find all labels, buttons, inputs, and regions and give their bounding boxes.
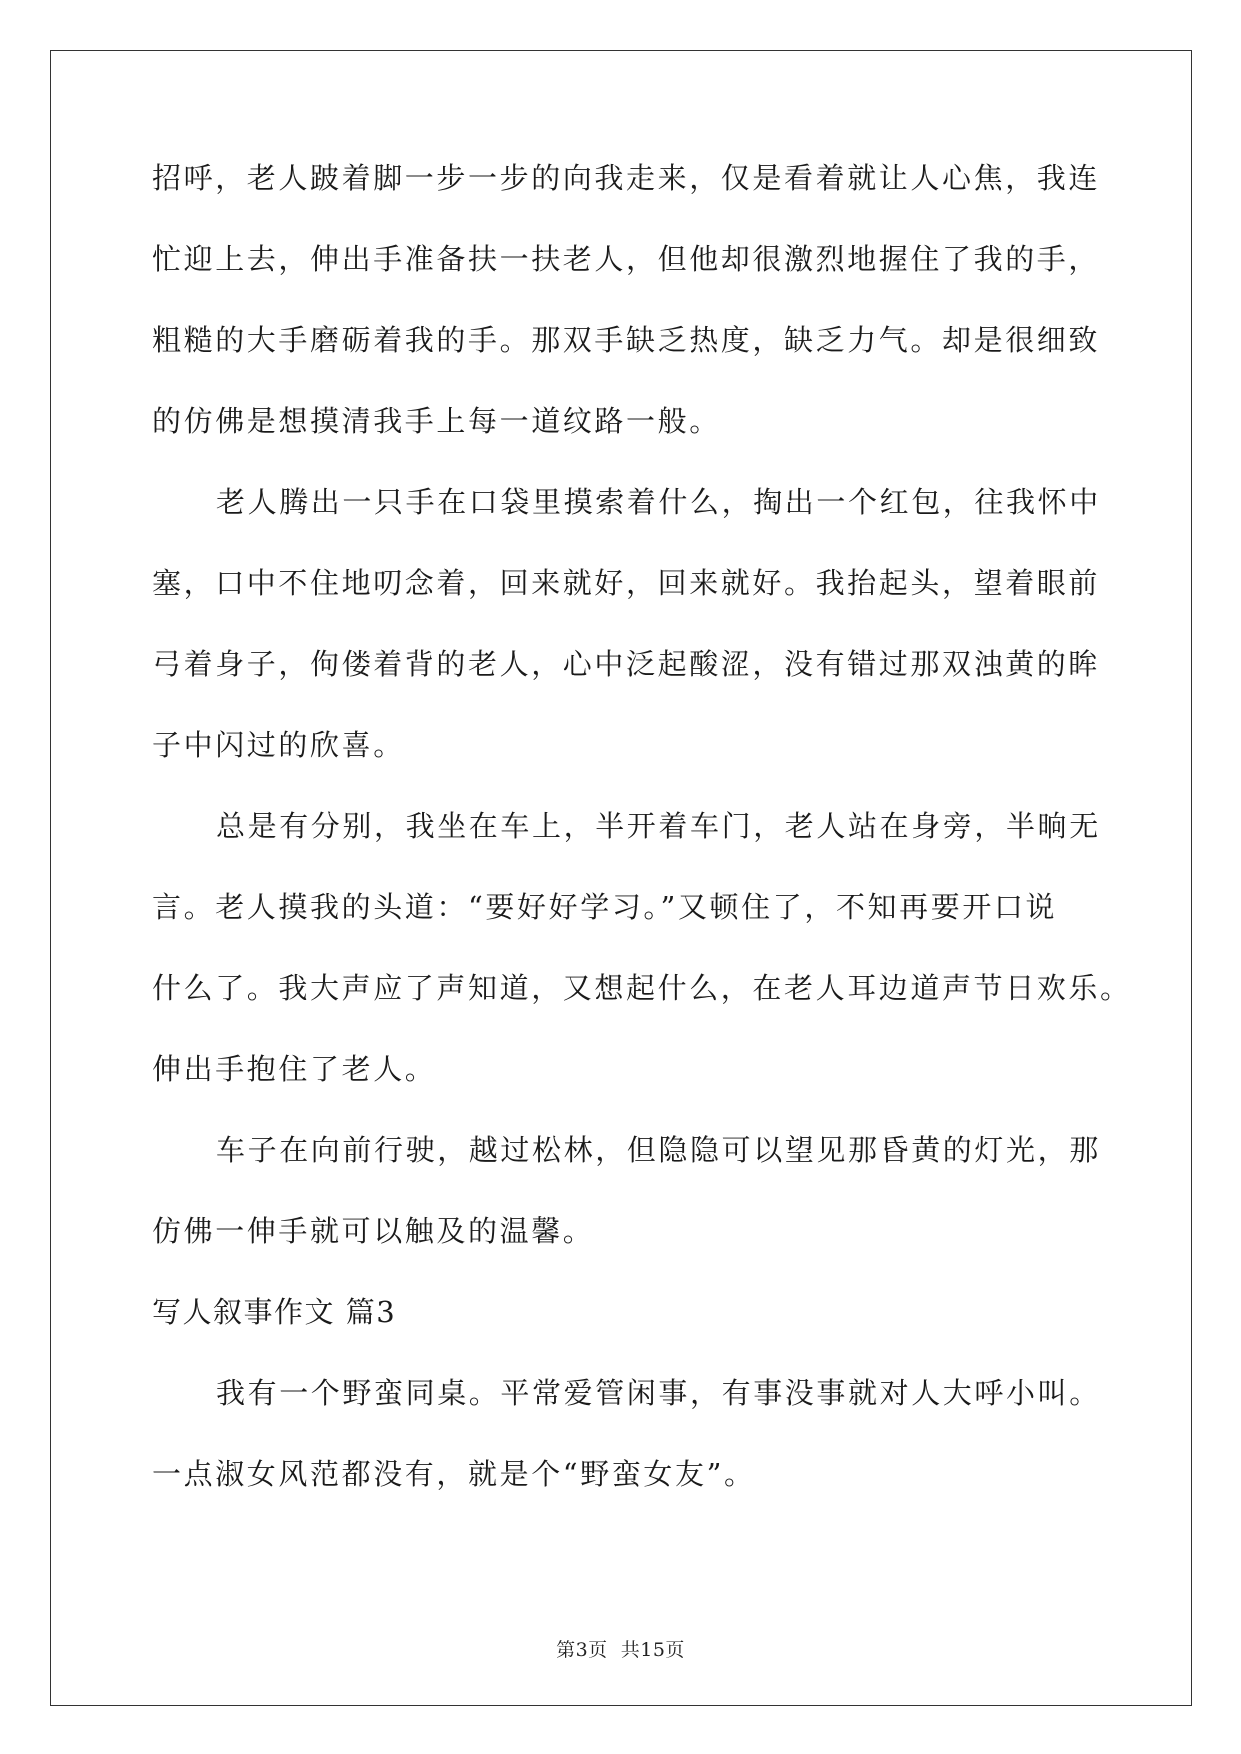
- text-line: 招呼，老人跛着脚一步一步的向我走来，仅是看着就让人心焦，我连: [152, 161, 1101, 195]
- paragraph-first-line: 总是有分别，我坐在车上，半开着车门，老人站在身旁，半晌无: [216, 809, 1101, 843]
- paragraph-first-line: 老人腾出一只手在口袋里摸索着什么，掏出一个红包，往我怀中: [216, 485, 1101, 519]
- text-line: 一点淑女风范都没有，就是个“野蛮女友”。: [152, 1457, 756, 1491]
- text-line: 仿佛一伸手就可以触及的温馨。: [152, 1214, 595, 1248]
- text-line: 的仿佛是想摸清我手上每一道纹路一般。: [152, 404, 721, 438]
- text-line: 塞，口中不住地叨念着，回来就好，回来就好。我抬起头，望着眼前: [152, 566, 1101, 600]
- paragraph-first-line: 车子在向前行驶，越过松林，但隐隐可以望见那昏黄的灯光，那: [216, 1133, 1101, 1167]
- document-body: [152, 160, 1132, 1537]
- text-line: 粗糙的大手磨砺着我的手。那双手缺乏热度，缺乏力气。却是很细致: [152, 323, 1101, 357]
- text-line: 伸出手抱住了老人。: [152, 1052, 437, 1086]
- text-line: 忙迎上去，伸出手准备扶一扶老人，但他却很激烈地握住了我的手，: [152, 242, 1101, 276]
- text-line: 什么了。我大声应了声知道，又想起什么，在老人耳边道声节日欢乐。: [152, 971, 1132, 1005]
- page-number: 第3页 共15页: [556, 1639, 685, 1661]
- text-line: 言。老人摸我的头道：“要好好学习。”又顿住了，不知再要开口说: [152, 890, 1058, 924]
- page-footer: [0, 1635, 1241, 1662]
- text-line: 弓着身子，佝偻着背的老人，心中泛起酸涩，没有错过那双浊黄的眸: [152, 647, 1101, 681]
- text-line: 子中闪过的欣喜。: [152, 728, 405, 762]
- section-heading: 写人叙事作文 篇3: [152, 1295, 397, 1329]
- paragraph-first-line: 我有一个野蛮同桌。平常爱管闲事，有事没事就对人大呼小叫。: [216, 1376, 1101, 1410]
